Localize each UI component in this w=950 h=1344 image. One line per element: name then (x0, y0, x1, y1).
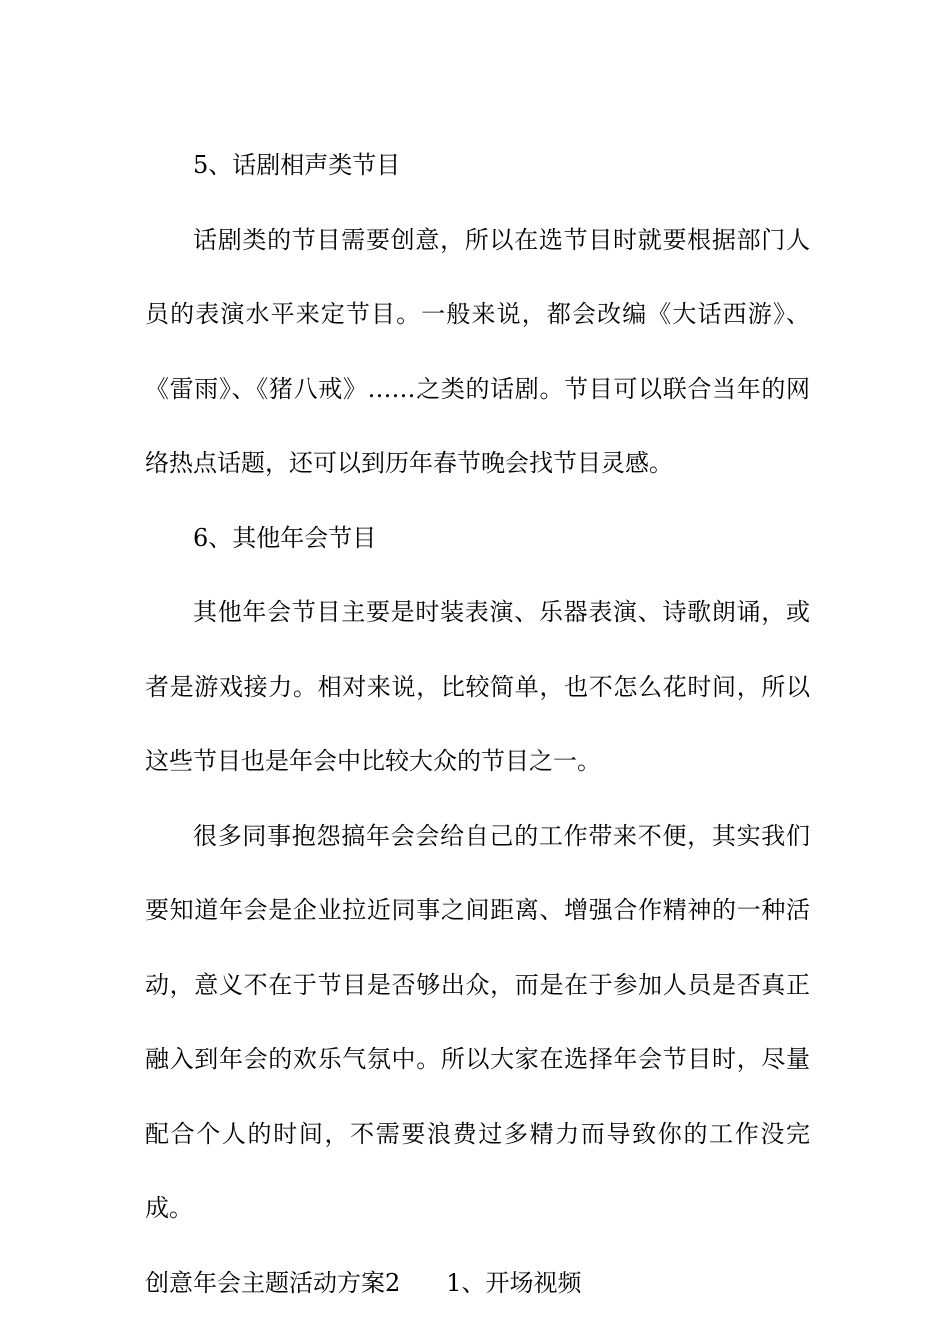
closing-paragraph: 很多同事抱怨搞年会会给自己的工作带来不便，其实我们要知道年会是企业拉近同事之间距离、增强合作精神的一种活动，意义不在于节目是否够出众，而是在于参加人员是否真正融入到年会的欢乐气氛中。所以大家在选择年会节目时，尽量配合个人的时间，不需要浪费过多精力而导致你的工作没完成。 (145, 821, 810, 1222)
section-5-heading: 5、话剧相声类节目 (193, 151, 401, 179)
plan-2-title: 创意年会主题活动方案2 (145, 1268, 401, 1297)
document-body (145, 128, 810, 1320)
plan-2-item-1: 1、开场视频 (446, 1268, 582, 1297)
plan-2-line (145, 1246, 810, 1321)
section-5-paragraph: 话剧类的节目需要创意，所以在选节目时就要根据部门人员的表演水平来定节目。一般来说，都会改编《大话西游》、《雷雨》、《猪八戒》……之类的话剧。节目可以联合当年的网络热点话题，还可以到历年春节晚会找节目灵感。 (145, 225, 810, 477)
section-6-paragraph: 其他年会节目主要是时装表演、乐器表演、诗歌朗诵，或者是游戏接力。相对来说，比较简单，也不怎么花时间，所以这些节目也是年会中比较大众的节目之一。 (145, 598, 810, 775)
section-6-heading: 6、其他年会节目 (193, 523, 377, 552)
